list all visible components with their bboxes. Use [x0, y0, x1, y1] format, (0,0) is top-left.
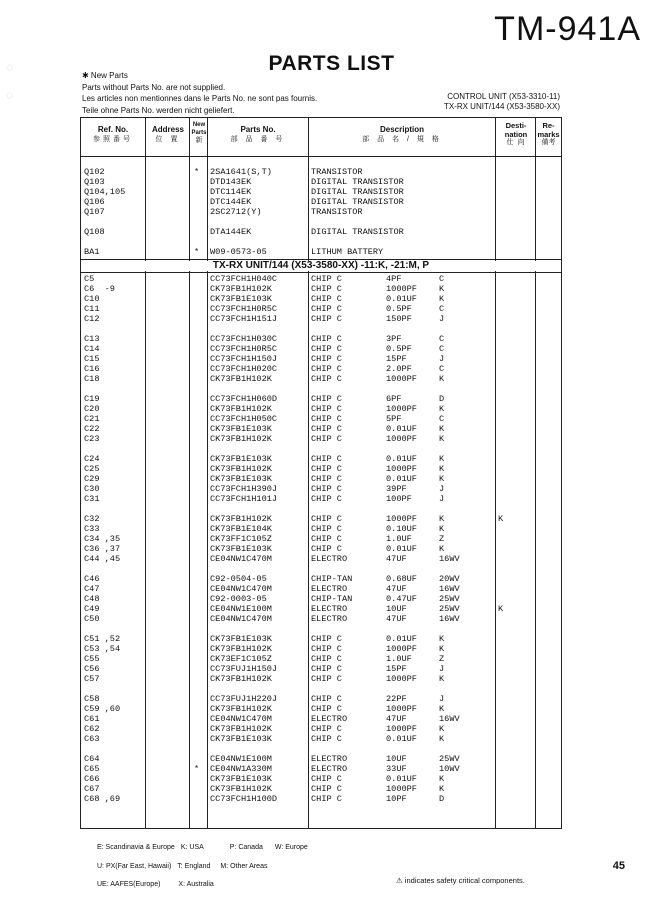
value: 1.0UF [386, 654, 412, 664]
part-number: CE04NW1E100M [210, 604, 272, 614]
tolerance: K [439, 514, 445, 524]
ref-no: C59 ,60 [84, 704, 121, 714]
description: TRANSISTOR [311, 207, 363, 217]
ref-no: C66 [84, 774, 100, 784]
description: CHIP C [311, 734, 342, 744]
value: 47UF [386, 714, 407, 724]
tolerance: J [439, 664, 445, 674]
col-divider [308, 118, 309, 828]
ref-no: Q107 [84, 207, 105, 217]
value: 150PF [386, 314, 412, 324]
description: CHIP C [311, 404, 342, 414]
description: CHIP C [311, 424, 342, 434]
tolerance: K [439, 464, 445, 474]
tolerance: K [439, 284, 445, 294]
col-desc: Description 部 品 名 / 規 格 [362, 125, 442, 143]
description: CHIP C [311, 364, 342, 374]
description: CHIP C [311, 304, 342, 314]
ref-no: C20 [84, 404, 100, 414]
ref-no: C53 ,54 [84, 644, 121, 654]
unit-txrx: TX-RX UNIT/144 (X53-3580-XX) [443, 102, 560, 111]
part-number: CC73FCH1H060D [210, 394, 278, 404]
section-title: TX-RX UNIT/144 (X53-3580-XX) -11:K, -21:M, P [81, 261, 561, 271]
col-remarks: Re- marks 備考 [537, 121, 560, 146]
ref-no: C29 [84, 474, 100, 484]
value: 1000PF [386, 644, 417, 654]
punch-hole-mark: ◌ [6, 60, 14, 74]
value: 100PF [386, 494, 412, 504]
destination: K [498, 514, 504, 524]
part-number: 2SC2712(Y) [210, 207, 262, 217]
value: 1000PF [386, 784, 417, 794]
col-divider [495, 118, 496, 828]
part-number: CK73FB1H102K [210, 464, 272, 474]
value: 6PF [386, 394, 402, 404]
col-divider [535, 118, 536, 828]
description: CHIP C [311, 644, 342, 654]
description: CHIP C [311, 674, 342, 684]
ref-no: C23 [84, 434, 100, 444]
part-number: CC73FUJ1H220J [210, 694, 278, 704]
section-rule [81, 272, 561, 273]
ref-no: C6 -9 [84, 284, 115, 294]
col-address: Address 位 置 [151, 125, 184, 143]
part-number: CE04NW1E100M [210, 754, 272, 764]
ref-no: Q106 [84, 197, 105, 207]
tolerance: C [439, 274, 445, 284]
value: 2.0PF [386, 364, 412, 374]
part-number: CC73FCH1H0R5C [210, 304, 278, 314]
description: CHIP C [311, 284, 342, 294]
value: 1000PF [386, 514, 417, 524]
value: 47UF [386, 584, 407, 594]
part-number: CK73FB1E103K [210, 774, 272, 784]
tolerance: K [439, 474, 445, 484]
value: 1000PF [386, 704, 417, 714]
dest-legend-line1: E: Scandinavia & Europe K: USA P: Canada W: Europe [97, 844, 308, 851]
dest-legend-line3: UE: AAFES(Europe) X: Australia [97, 881, 214, 888]
description: ELECTRO [311, 754, 348, 764]
part-number: CK73FF1C105Z [210, 534, 272, 544]
col-divider [189, 118, 190, 828]
part-number: 2SA1641(S,T) [210, 167, 272, 177]
ref-no: C31 [84, 494, 100, 504]
part-number: CK73FB1E103K [210, 454, 272, 464]
description: CHIP C [311, 294, 342, 304]
description: CHIP C [311, 374, 342, 384]
col-divider [145, 118, 146, 828]
ref-no: C63 [84, 734, 100, 744]
ref-no: BA1 [84, 247, 100, 257]
description: CHIP C [311, 514, 342, 524]
part-number: C92-0504-05 [210, 574, 267, 584]
ref-no: C65 [84, 764, 100, 774]
description: CHIP C [311, 494, 342, 504]
value: 0.01UF [386, 544, 417, 554]
description: LITHUM BATTERY [311, 247, 384, 257]
new-parts-mark: * [194, 247, 200, 257]
note-en: Parts without Parts No. are not supplied. [82, 82, 226, 92]
ref-no: C32 [84, 514, 100, 524]
dest-legend-line2: U: PX(Far East, Hawaii) T: England M: Other Areas [97, 863, 268, 870]
model-number: TM-941A [494, 10, 641, 48]
description: CHIP C [311, 344, 342, 354]
parts-notes [82, 70, 317, 116]
description: ELECTRO [311, 604, 348, 614]
ref-no: C24 [84, 454, 100, 464]
description: CHIP C [311, 784, 342, 794]
description: CHIP C [311, 774, 342, 784]
value: 22PF [386, 694, 407, 704]
ref-no: C46 [84, 574, 100, 584]
part-number: CE04NW1A330M [210, 764, 272, 774]
ref-no: C16 [84, 364, 100, 374]
value: 4PF [386, 274, 402, 284]
part-number: CC73FCH1H150J [210, 354, 278, 364]
tolerance: K [439, 404, 445, 414]
value: 0.68UF [386, 574, 417, 584]
unit-control: CONTROL UNIT (X53-3310-11) [447, 92, 560, 101]
part-number: CE04NW1C470M [210, 614, 272, 624]
tolerance: D [439, 394, 445, 404]
description: ELECTRO [311, 764, 348, 774]
description: CHIP-TAN [311, 574, 353, 584]
description: DIGITAL TRANSISTOR [311, 227, 404, 237]
description: ELECTRO [311, 614, 348, 624]
part-number: CE04NW1C470M [210, 714, 272, 724]
tolerance: J [439, 484, 445, 494]
value: 3PF [386, 334, 402, 344]
part-number: CC73FUJ1H150J [210, 664, 278, 674]
description: CHIP C [311, 354, 342, 364]
part-number: CK73FB1H102K [210, 284, 272, 294]
tolerance: 20WV [439, 574, 460, 584]
description: CHIP C [311, 664, 342, 674]
value: 0.01UF [386, 774, 417, 784]
part-number: CK73FB1E103K [210, 634, 272, 644]
tolerance: K [439, 724, 445, 734]
tolerance: 16WV [439, 614, 460, 624]
ref-no: C67 [84, 784, 100, 794]
tolerance: 25WV [439, 604, 460, 614]
col-divider [207, 118, 208, 828]
tolerance: K [439, 774, 445, 784]
tolerance: 16WV [439, 584, 460, 594]
tolerance: C [439, 344, 445, 354]
tolerance: C [439, 364, 445, 374]
ref-no: C10 [84, 294, 100, 304]
part-number: CC73FCH1H040C [210, 274, 278, 284]
part-number: CC73FCH1H100D [210, 794, 278, 804]
ref-no: C62 [84, 724, 100, 734]
tolerance: C [439, 414, 445, 424]
ref-no: C19 [84, 394, 100, 404]
value: 0.5PF [386, 304, 412, 314]
description: CHIP C [311, 394, 342, 404]
description: TRANSISTOR [311, 167, 363, 177]
ref-no: C58 [84, 694, 100, 704]
description: CHIP C [311, 724, 342, 734]
description: DIGITAL TRANSISTOR [311, 187, 404, 197]
value: 10UF [386, 754, 407, 764]
part-number: CK73FB1H102K [210, 674, 272, 684]
part-number: CC73FCH1H101J [210, 494, 278, 504]
ref-no: C48 [84, 594, 100, 604]
part-number: CK73FB1E103K [210, 474, 272, 484]
part-number: CC73FCH1H0R5C [210, 344, 278, 354]
part-number: CK73FB1H102K [210, 374, 272, 384]
tolerance: C [439, 334, 445, 344]
tolerance: Z [439, 654, 445, 664]
ref-no: C14 [84, 344, 100, 354]
part-number: CE04NW1C470M [210, 584, 272, 594]
tolerance: 16WV [439, 554, 460, 564]
part-number: CK73FB1H102K [210, 434, 272, 444]
col-parts: Parts No. 部 品 番 号 [230, 125, 286, 143]
part-number: DTD143EK [210, 177, 252, 187]
part-number: CK73FB1E103K [210, 544, 272, 554]
ref-no: C25 [84, 464, 100, 474]
col-dest: Desti- nation 仕 向 [504, 121, 528, 146]
part-number: CK73FB1E103K [210, 424, 272, 434]
ref-no: C57 [84, 674, 100, 684]
part-number: CK73EF1C105Z [210, 654, 272, 664]
value: 0.01UF [386, 424, 417, 434]
part-number: CC73FCH1H030C [210, 334, 278, 344]
part-number: CK73FB1H102K [210, 704, 272, 714]
value: 1000PF [386, 284, 417, 294]
part-number: DTC144EK [210, 197, 252, 207]
description: CHIP C [311, 454, 342, 464]
ref-no: C12 [84, 314, 100, 324]
new-parts-mark: * [194, 764, 200, 774]
description: CHIP C [311, 414, 342, 424]
ref-no: Q102 [84, 167, 105, 177]
value: 0.01UF [386, 454, 417, 464]
value: 0.01UF [386, 734, 417, 744]
tolerance: K [439, 454, 445, 464]
value: 47UF [386, 554, 407, 564]
description: CHIP C [311, 314, 342, 324]
unit-headers [444, 92, 560, 112]
value: 0.5PF [386, 344, 412, 354]
part-number: CC73FCH1H390J [210, 484, 278, 494]
tolerance: K [439, 524, 445, 534]
ref-no: C64 [84, 754, 100, 764]
description: CHIP-TAN [311, 594, 353, 604]
value: 15PF [386, 664, 407, 674]
ref-no: C36 ,37 [84, 544, 121, 554]
description: CHIP C [311, 634, 342, 644]
ref-no: C22 [84, 424, 100, 434]
description: CHIP C [311, 654, 342, 664]
description: CHIP C [311, 704, 342, 714]
value: 1000PF [386, 674, 417, 684]
tolerance: K [439, 674, 445, 684]
ref-no: C55 [84, 654, 100, 664]
part-number: DTA144EK [210, 227, 252, 237]
ref-no: C11 [84, 304, 100, 314]
value: 0.01UF [386, 634, 417, 644]
description: CHIP C [311, 524, 342, 534]
table-header [81, 118, 561, 157]
part-number: CK73FB1H102K [210, 644, 272, 654]
value: 47UF [386, 614, 407, 624]
part-number: CK73FB1E104K [210, 524, 272, 534]
tolerance: K [439, 374, 445, 384]
value: 1000PF [386, 434, 417, 444]
tolerance: 10WV [439, 764, 460, 774]
tolerance: J [439, 494, 445, 504]
value: 0.47UF [386, 594, 417, 604]
description: CHIP C [311, 434, 342, 444]
tolerance: 25WV [439, 754, 460, 764]
tolerance: K [439, 784, 445, 794]
part-number: CC73FCH1H020C [210, 364, 278, 374]
part-number: CK73FB1H102K [210, 784, 272, 794]
part-number: CC73FCH1H151J [210, 314, 278, 324]
ref-no: C30 [84, 484, 100, 494]
note-de: Teile ohne Parts No. werden nicht geliefert. [82, 105, 235, 115]
part-number: CC73FCH1H050C [210, 414, 278, 424]
part-number: W09-0573-05 [210, 247, 267, 257]
tolerance: K [439, 294, 445, 304]
tolerance: K [439, 704, 445, 714]
parts-table [80, 117, 562, 829]
part-number: C92-0003-05 [210, 594, 267, 604]
value: 0.01UF [386, 474, 417, 484]
tolerance: K [439, 434, 445, 444]
ref-no: C50 [84, 614, 100, 624]
value: 0.01UF [386, 294, 417, 304]
description: CHIP C [311, 544, 342, 554]
description: CHIP C [311, 474, 342, 484]
ref-no: C34 ,35 [84, 534, 121, 544]
safety-note: ⚠ indicates safety critical components. [396, 876, 525, 885]
tolerance: 16WV [439, 714, 460, 724]
col-new: New Parts 新 [191, 122, 207, 144]
ref-no: C5 [84, 274, 95, 284]
value: 1000PF [386, 374, 417, 384]
value: 10PF [386, 794, 407, 804]
ref-no: C51 ,52 [84, 634, 121, 644]
note-fr: Les articles non mentionnes dans le Parts No. ne sont pas fournis. [82, 94, 318, 103]
tolerance: K [439, 644, 445, 654]
part-number: DTC114EK [210, 187, 252, 197]
part-number: CE04NW1C470M [210, 554, 272, 564]
value: 10UF [386, 604, 407, 614]
description: ELECTRO [311, 584, 348, 594]
ref-no: Q108 [84, 227, 105, 237]
value: 15PF [386, 354, 407, 364]
ref-no: C33 [84, 524, 100, 534]
value: 1.0UF [386, 534, 412, 544]
ref-no: C47 [84, 584, 100, 594]
ref-no: C56 [84, 664, 100, 674]
ref-no: Q103 [84, 177, 105, 187]
description: CHIP C [311, 534, 342, 544]
value: 1000PF [386, 724, 417, 734]
tolerance: J [439, 354, 445, 364]
ref-no: Q104,105 [84, 187, 126, 197]
description: CHIP C [311, 794, 342, 804]
part-number: CK73FB1H102K [210, 514, 272, 524]
description: ELECTRO [311, 714, 348, 724]
tolerance: K [439, 424, 445, 434]
part-number: CK73FB1H102K [210, 724, 272, 734]
ref-no: C15 [84, 354, 100, 364]
ref-no: C49 [84, 604, 100, 614]
tolerance: K [439, 544, 445, 554]
tolerance: D [439, 794, 445, 804]
new-parts-mark: * [194, 167, 200, 177]
ref-no: C44 ,45 [84, 554, 121, 564]
page-title: PARTS LIST [268, 52, 395, 75]
tolerance: J [439, 694, 445, 704]
description: CHIP C [311, 484, 342, 494]
part-number: CK73FB1H102K [210, 404, 272, 414]
note-new-parts: ✱ New Parts [82, 71, 128, 80]
tolerance: K [439, 734, 445, 744]
ref-no: C18 [84, 374, 100, 384]
ref-no: C68 ,69 [84, 794, 121, 804]
description: CHIP C [311, 464, 342, 474]
ref-no: C61 [84, 714, 100, 724]
tolerance: C [439, 304, 445, 314]
destination: K [498, 604, 504, 614]
value: 0.10UF [386, 524, 417, 534]
page-number: 45 [612, 860, 625, 872]
description: DIGITAL TRANSISTOR [311, 177, 404, 187]
description: CHIP C [311, 694, 342, 704]
description: CHIP C [311, 334, 342, 344]
ref-no: C21 [84, 414, 100, 424]
description: DIGITAL TRANSISTOR [311, 197, 404, 207]
value: 33UF [386, 764, 407, 774]
value: 1000PF [386, 404, 417, 414]
ref-no: C13 [84, 334, 100, 344]
value: 5PF [386, 414, 402, 424]
part-number: CK73FB1E103K [210, 294, 272, 304]
tolerance: 25WV [439, 594, 460, 604]
tolerance: K [439, 634, 445, 644]
punch-hole-mark: ◌ [6, 88, 14, 102]
value: 39PF [386, 484, 407, 494]
value: 1000PF [386, 464, 417, 474]
description: ELECTRO [311, 554, 348, 564]
part-number: CK73FB1E103K [210, 734, 272, 744]
tolerance: Z [439, 534, 445, 544]
col-ref: Ref. No. 参照番号 [93, 125, 133, 143]
tolerance: J [439, 314, 445, 324]
description: CHIP C [311, 274, 342, 284]
